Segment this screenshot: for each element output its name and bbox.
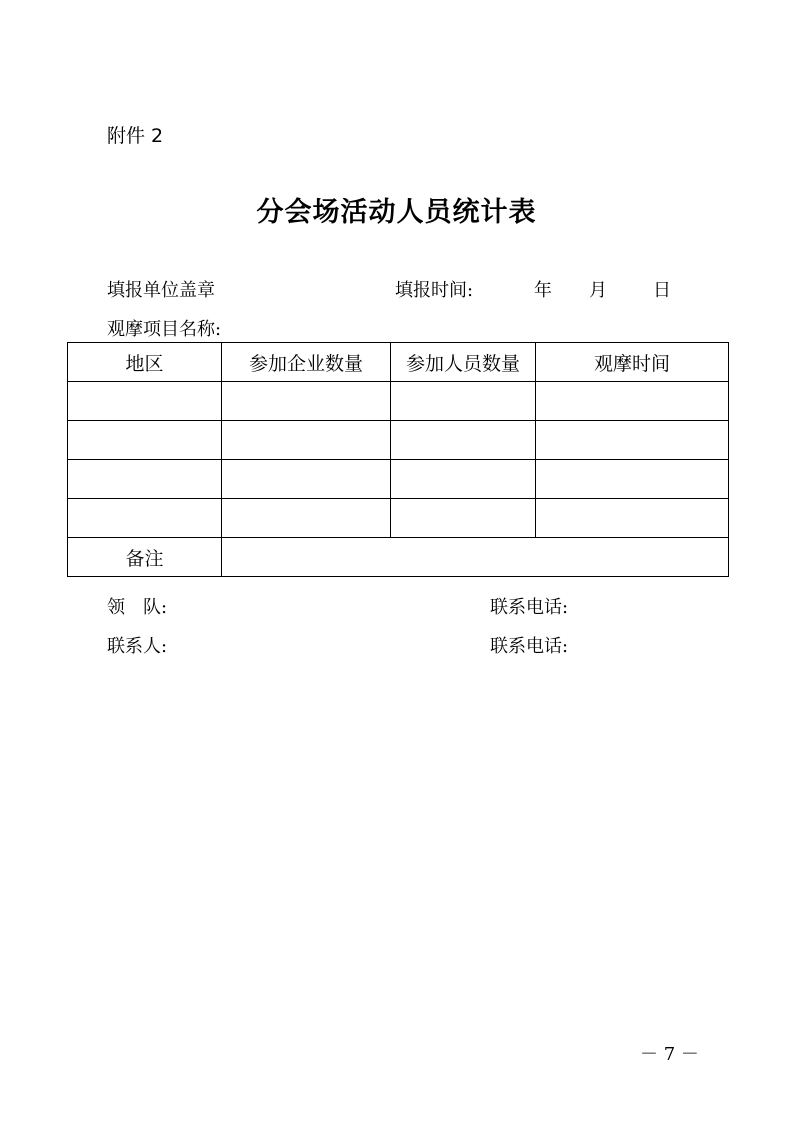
table-cell[interactable] [391, 382, 536, 421]
remarks-label: 备注 [68, 538, 222, 577]
leader-label: 领 队: [107, 597, 168, 618]
document-title: 分会场活动人员统计表 [256, 197, 537, 228]
table-cell[interactable] [68, 421, 222, 460]
table-cell[interactable] [222, 460, 391, 499]
remarks-row [68, 538, 729, 577]
table-row [68, 460, 729, 499]
contact-phone-label: 联系电话: [490, 636, 569, 657]
statistics-table [67, 342, 729, 577]
attachment-label: 附件 2 [107, 125, 164, 147]
table-header-row [68, 343, 729, 382]
header-participant-count: 参加人员数量 [391, 343, 536, 382]
table-cell[interactable] [391, 460, 536, 499]
table-cell[interactable] [68, 499, 222, 538]
table-cell[interactable] [68, 382, 222, 421]
header-visit-time: 观摩时间 [536, 343, 729, 382]
table-cell[interactable] [222, 382, 391, 421]
month-label: 月 [589, 280, 607, 301]
table-cell[interactable] [391, 421, 536, 460]
table-cell[interactable] [391, 499, 536, 538]
page-number: － 7 － [640, 1044, 699, 1065]
table-cell[interactable] [222, 421, 391, 460]
header-region: 地区 [68, 343, 222, 382]
unit-seal-label: 填报单位盖章 [107, 280, 215, 301]
table-cell[interactable] [536, 460, 729, 499]
table-row [68, 382, 729, 421]
table-cell[interactable] [536, 382, 729, 421]
year-label: 年 [534, 280, 552, 301]
table-cell[interactable] [222, 499, 391, 538]
day-label: 日 [653, 280, 671, 301]
leader-phone-label: 联系电话: [490, 597, 569, 618]
project-name-label: 观摩项目名称: [107, 319, 222, 340]
table-row [68, 499, 729, 538]
table-row [68, 421, 729, 460]
table-cell[interactable] [68, 460, 222, 499]
table-cell[interactable] [536, 499, 729, 538]
contact-person-label: 联系人: [107, 636, 168, 657]
fill-time-label: 填报时间: [395, 280, 474, 301]
table-cell[interactable] [536, 421, 729, 460]
header-company-count: 参加企业数量 [222, 343, 391, 382]
remarks-cell[interactable] [222, 538, 729, 577]
